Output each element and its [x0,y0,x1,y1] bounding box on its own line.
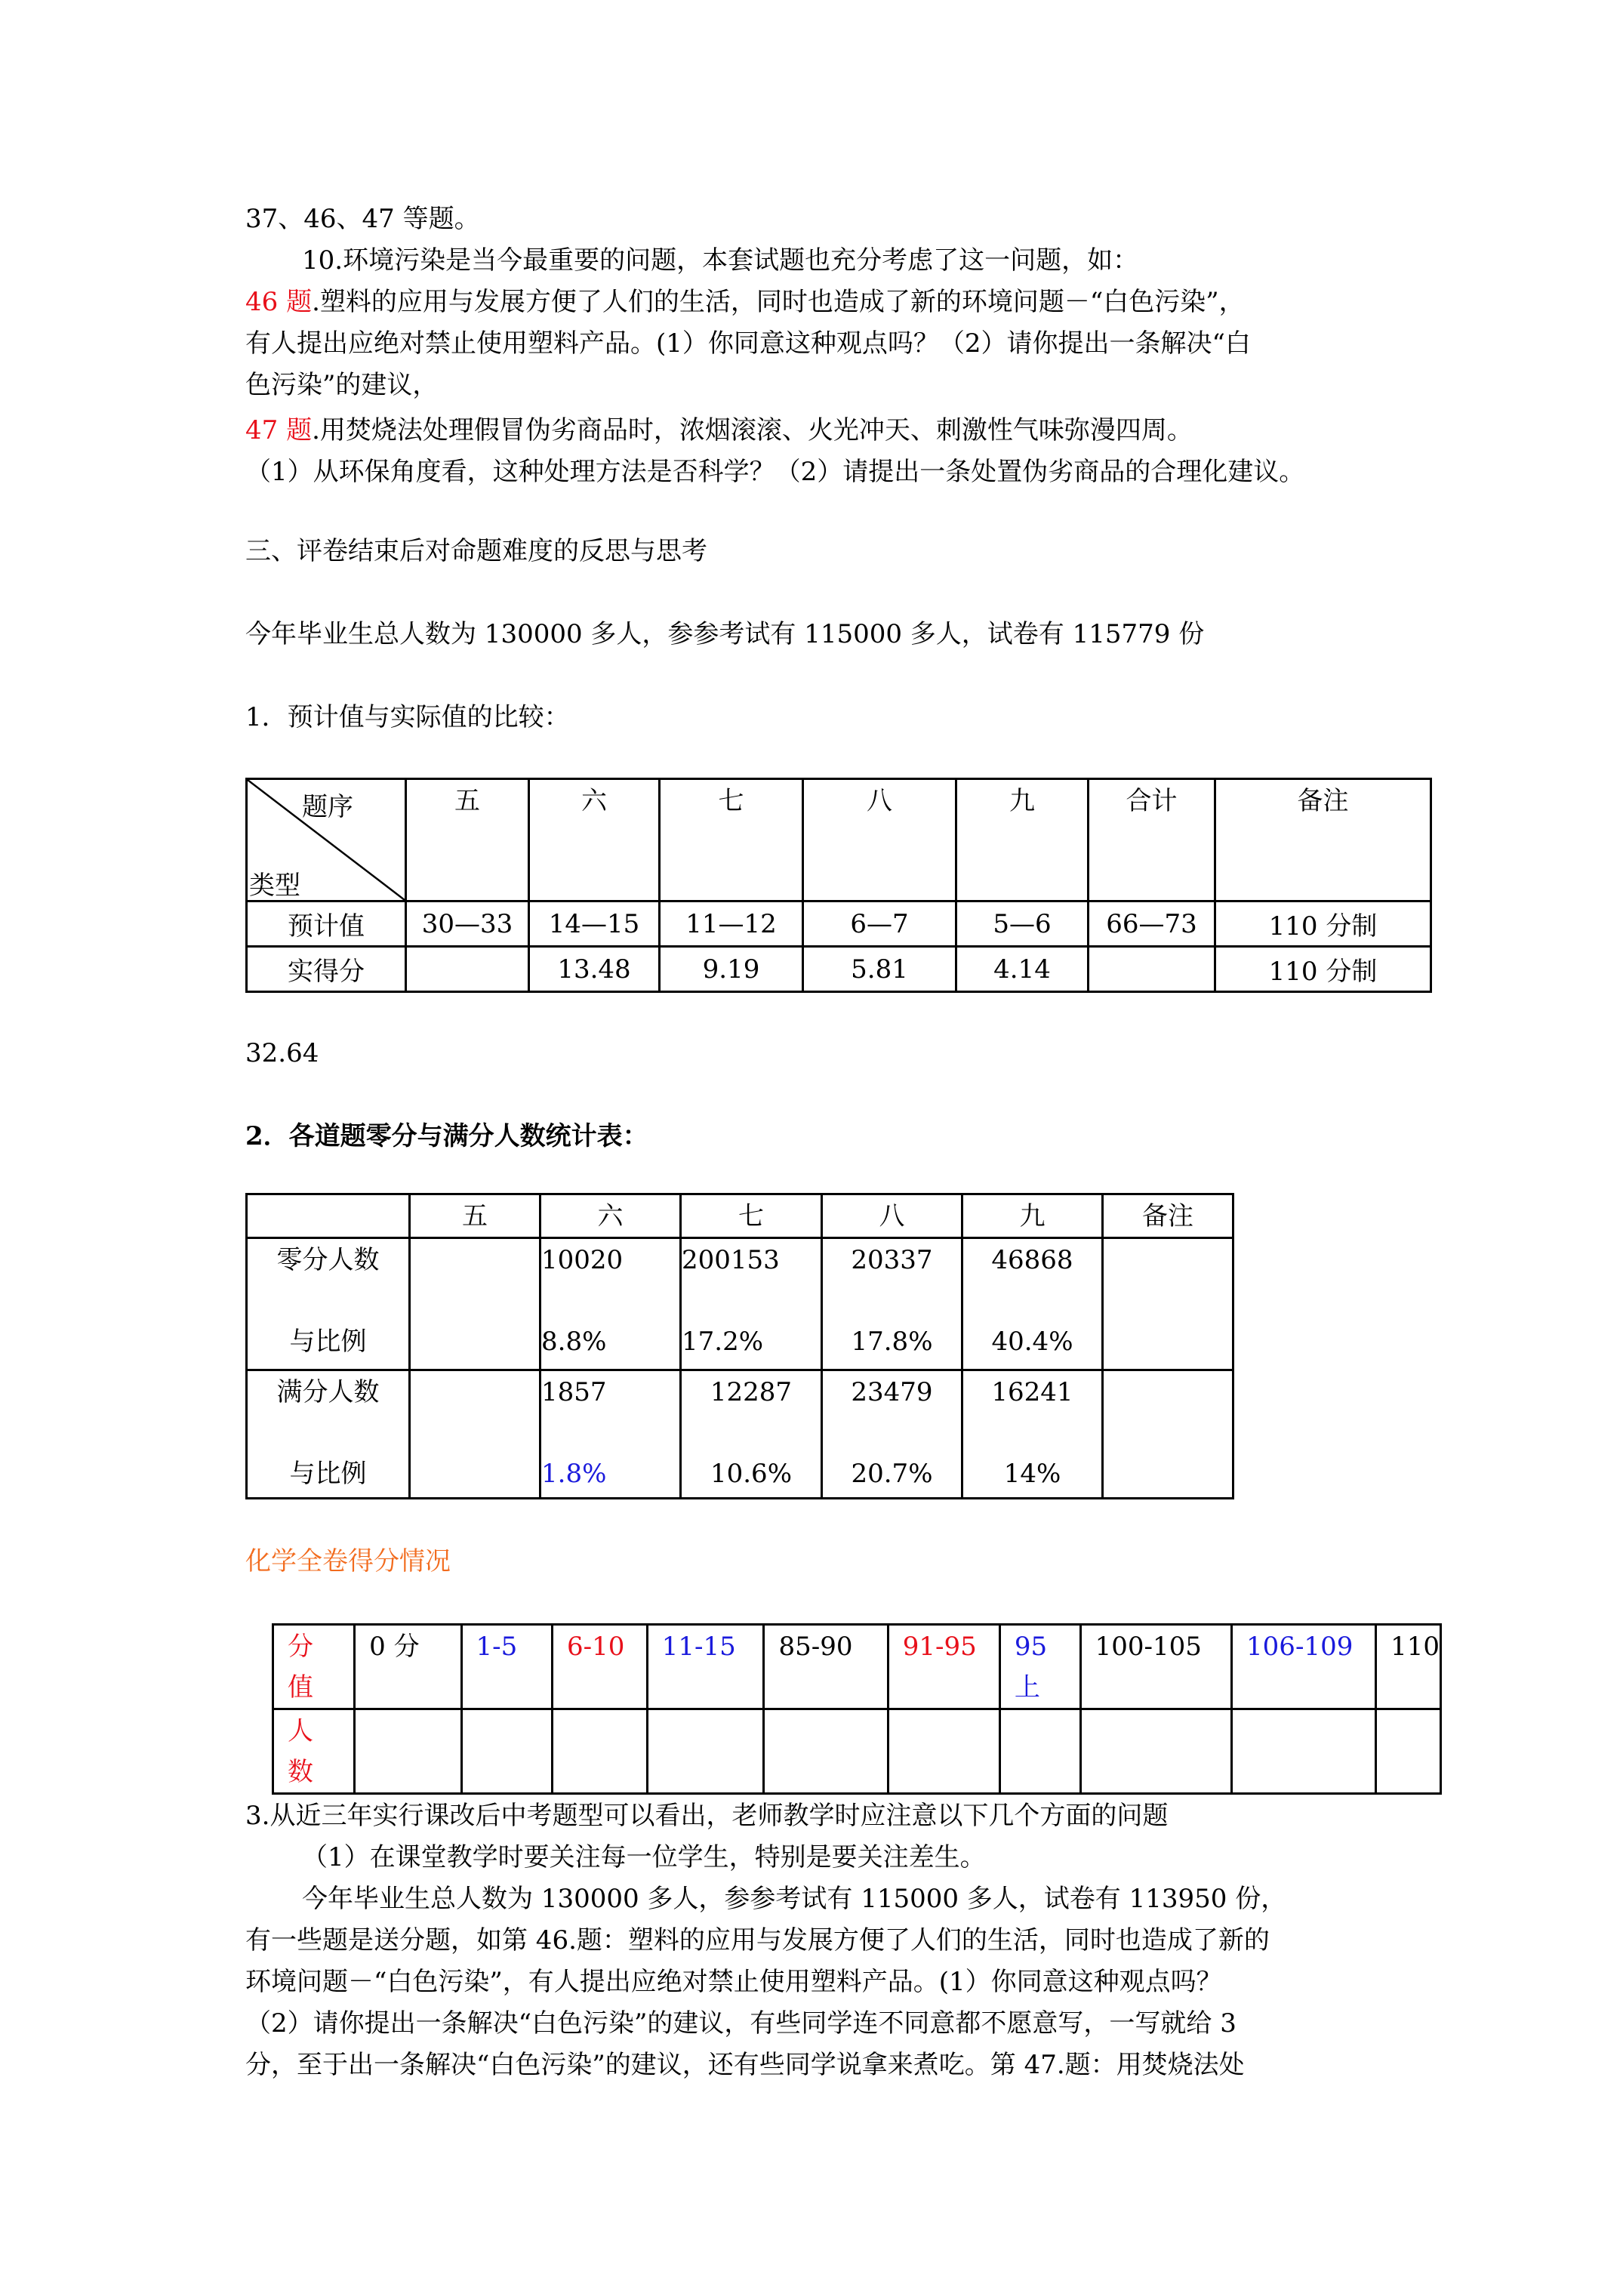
score-label-cell: 分 值 [273,1625,355,1709]
table-cell: 6—7 [803,901,956,947]
chem-heading: 化学全卷得分情况 [245,1546,451,1576]
table-cell: 85-90 [764,1625,888,1709]
table-cell [410,1238,540,1370]
q46-label: 46 题 [245,287,313,317]
header-cell: 合计 [1089,779,1215,901]
zero-row-label: 零分人数 与比例 [247,1238,410,1370]
table-cell: 5—6 [956,901,1089,947]
header-cell: 五 [410,1194,540,1238]
table-cell: 5.81 [803,947,956,992]
q47-text: .用焚烧法处理假冒伪劣商品时，浓烟滚滚、火光冲天、刺激性气味弥漫四周。 [312,415,1193,445]
closing-line-2: （1）在课堂教学时要关注每一位学生，特别是要关注差生。 [302,1842,986,1872]
table-cell [1103,1238,1233,1370]
table-cell: 1857 1.8% [540,1370,681,1499]
table-cell: 4.14 [956,947,1089,992]
q47-paragraph [245,415,1193,445]
header-cell: 九 [956,779,1089,901]
intro-line-0: 37、46、47 等题。 [245,204,480,234]
full-row-label: 满分人数 与比例 [247,1370,410,1499]
table-cell [1376,1709,1441,1794]
table-cell: 10020 8.8% [540,1238,681,1370]
table-cell: 100-105 [1080,1625,1231,1709]
table-cell: 106-109 [1232,1625,1376,1709]
table-cell [410,1370,540,1499]
table-cell: 11-15 [647,1625,764,1709]
closing-line-3: 今年毕业生总人数为 130000 多人，参参考试有 115000 多人，试卷有 113950 份， [302,1884,1287,1914]
table-cell: 9.19 [660,947,803,992]
table-cell: 20337 17.8% [822,1238,962,1370]
table-cell: 110 [1376,1625,1441,1709]
closing-line-6: （2）请你提出一条解决“白色污染”的建议，有些同学连不同意都不愿意写，一写就给 3 [245,2008,1236,2039]
row-label: 预计值 [247,901,406,947]
header-cell: 七 [660,779,803,901]
table-cell [1080,1709,1231,1794]
table-cell: 91-95 [888,1625,999,1709]
zero-full-table [245,1193,1234,1499]
table-cell: 6-10 [552,1625,647,1709]
header-cell: 八 [822,1194,962,1238]
q47-line-2: （1）从环保角度看，这种处理方法是否科学？（2）请提出一条处置伪劣商品的合理化建议。 [245,457,1305,487]
closing-line-4: 有一些题是送分题，如第 46.题：塑料的应用与发展方便了人们的生活，同时也造成了新的 [245,1925,1270,1955]
header-cell: 六 [529,779,660,901]
header-cell: 九 [962,1194,1103,1238]
table-cell: 200153 17.2% [681,1238,822,1370]
header-cell: 七 [681,1194,822,1238]
row-label: 实得分 [247,947,406,992]
header-cell: 备注 [1215,779,1431,901]
table-cell: 23479 20.7% [822,1370,962,1499]
table-cell [888,1709,999,1794]
table-cell: 95 上 [999,1625,1080,1709]
comparison-table [245,778,1432,993]
header-cell: 五 [406,779,529,901]
table-cell: 46868 40.4% [962,1238,1103,1370]
table-cell [1089,947,1215,992]
subheading-2: 2．各道题零分与满分人数统计表： [245,1121,648,1151]
table-cell [461,1709,552,1794]
count-label-cell: 人 数 [273,1709,355,1794]
q46-text: .塑料的应用与发展方便了人们的生活，同时也造成了新的环境问题－“白色污染”， [312,287,1245,317]
section3-heading: 三、评卷结束后对命题难度的反思与思考 [245,536,707,566]
table-cell: 66—73 [1089,901,1215,947]
table-cell [647,1709,764,1794]
q47-label: 47 题 [245,415,313,445]
score-distribution-table [272,1623,1442,1795]
table-cell: 11—12 [660,901,803,947]
table-cell: 1-5 [461,1625,552,1709]
table-cell: 16241 14% [962,1370,1103,1499]
table-cell [406,947,529,992]
table-cell [355,1709,461,1794]
after-table1-value: 32.64 [245,1038,319,1068]
diag-bottom-label: 类型 [249,871,300,901]
q46-line-2: 有人提出应绝对禁止使用塑料产品。(1）你同意这种观点吗？（2）请你提出一条解决“白 [245,328,1251,359]
header-cell [247,1194,410,1238]
table-cell: 30—33 [406,901,529,947]
table-cell: 110 分制 [1215,901,1431,947]
closing-line-7: 分，至于出一条解决“白色污染”的建议，还有些同学说拿来煮吃。第 47.题：用焚烧法处 [245,2050,1245,2080]
table-cell: 0 分 [355,1625,461,1709]
subheading-1: 1．预计值与实际值的比较： [245,702,570,732]
diag-top-label: 题序 [302,792,353,822]
header-cell: 六 [540,1194,681,1238]
header-cell: 八 [803,779,956,901]
table-cell [764,1709,888,1794]
closing-line-1: 3.从近三年实行课改后中考题型可以看出，老师教学时应注意以下几个方面的问题 [245,1801,1169,1831]
table-cell: 13.48 [529,947,660,992]
q46-line-3: 色污染”的建议， [245,370,439,400]
q46-paragraph [245,287,1245,317]
stats-line: 今年毕业生总人数为 130000 多人，参参考试有 115000 多人，试卷有 115779 份 [245,619,1205,649]
closing-line-5: 环境问题－“白色污染”，有人提出应绝对禁止使用塑料产品。(1）你同意这种观点吗？ [245,1967,1222,1997]
table-cell [1103,1370,1233,1499]
table-cell [1232,1709,1376,1794]
table-cell: 110 分制 [1215,947,1431,992]
intro-line-1: 10.环境污染是当今最重要的问题，本套试题也充分考虑了这一问题，如： [302,245,1139,276]
table-cell: 14—15 [529,901,660,947]
diagonal-header-cell [247,779,406,901]
header-cell: 备注 [1103,1194,1233,1238]
table-cell: 12287 10.6% [681,1370,822,1499]
table-cell [552,1709,647,1794]
table-cell [999,1709,1080,1794]
